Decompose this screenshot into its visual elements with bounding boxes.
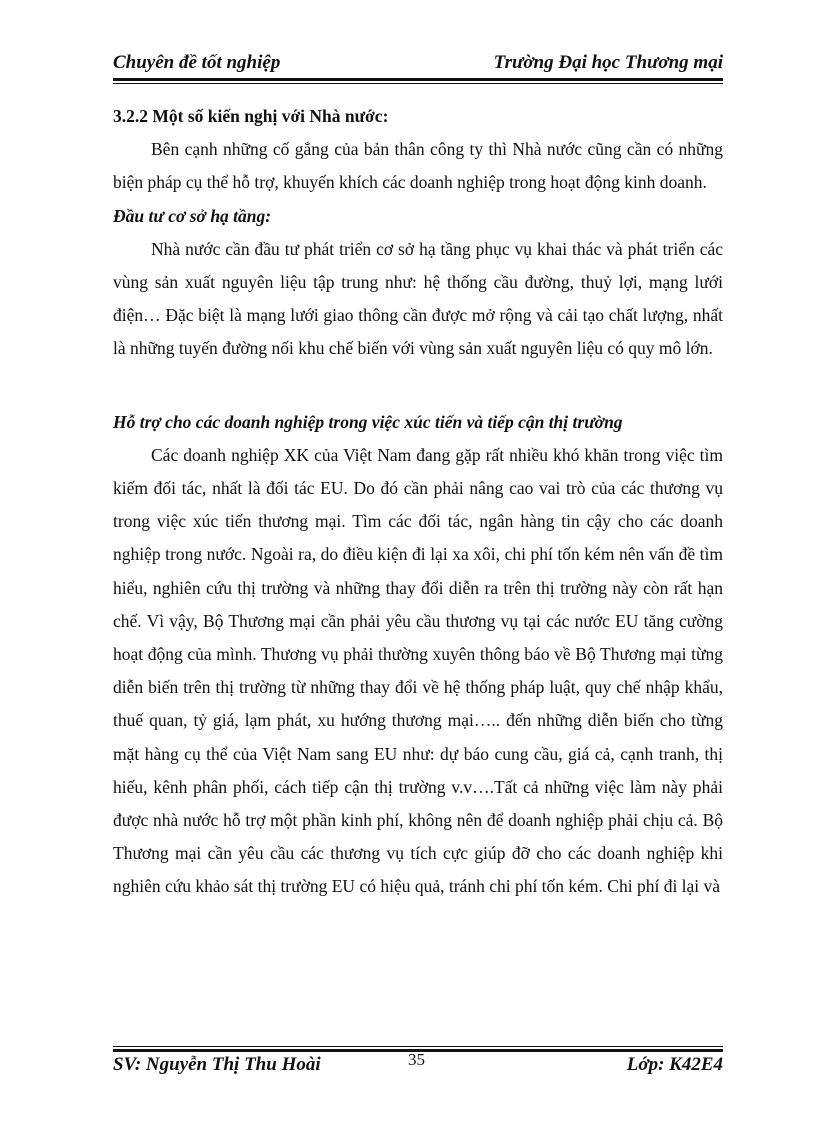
page-body [113, 100, 723, 904]
header-document-type: Chuyên đề tốt nghiệp [113, 52, 281, 73]
intro-paragraph: Bên cạnh những cố gắng của bản thân công ty thì Nhà nước cũng cần có những biện pháp cụ thể hỗ trợ, khuyến khích các doanh nghiệp trong hoạt động kinh doanh. [113, 139, 723, 193]
page-number: 35 [408, 1050, 425, 1069]
section-title: 3.2.2 Một số kiến nghị với Nhà nước: [113, 106, 389, 126]
header-rule-thick [113, 78, 723, 81]
header-university: Trường Đại học Thương mại [493, 52, 723, 73]
page-footer [113, 1050, 723, 1080]
market-support-paragraph: Các doanh nghiệp XK của Việt Nam đang gặp rất nhiều khó khăn trong việc tìm kiếm đối tác, nhất là đối tác EU. Do đó cần phải nâng cao vai trò của các thương vụ trong việc xúc tiến thương mại. Tìm các đối tác, ngân hàng tin cậy cho các doanh nghiệp trong nước. Ngoài ra, do điều kiện đi lại xa xôi, chi phí tốn kém nên vấn đề tìm hiểu, nghiên cứu thị trường và những thay đổi diễn ra trên thị trường này còn rất hạn chế. Vì vậy, Bộ Thương mại cần phải yêu cầu thương vụ tại các nước EU tăng cường hoạt động của mình. Thương vụ phải thường xuyên thông báo về Bộ Thương mại từng diễn biến trên thị trường từ những thay đổi về hệ thống pháp luật, quy chế nhập khẩu, thuế quan, tỷ giá, lạm phát, xu hướng thương mại….. đến những diễn biến cho từng mặt hàng cụ thể của Việt Nam sang EU như: dự báo cung cầu, giá cả, cạnh tranh, thị hiếu, kênh phân phối, cách tiếp cận thị trường v.v….Tất cả những việc làm này phải được nhà nước hỗ trợ một phần kinh phí, không nên để doanh nghiệp phải chịu cả. Bộ Thương mại cần yêu cầu các thương vụ tích cực giúp đỡ cho các doanh nghiệp khi nghiên cứu khảo sát thị trường EU có hiệu quả, tránh chi phí tốn kém. Chi phí đi lại và [113, 444, 723, 897]
header-rule-thin [113, 83, 723, 84]
footer-class: Lớp: K42E4 [626, 1054, 723, 1075]
infrastructure-paragraph: Nhà nước cần đầu tư phát triển cơ sở hạ tầng phục vụ khai thác và phát triển các vùng sản xuất nguyên liệu tập trung như: hệ thống cầu đường, thuỷ lợi, mạng lưới điện… Đặc biệt là mạng lưới giao thông cần được mở rộng và cải tạo chất lượng, nhất là những tuyến đường nối khu chế biến với vùng sản xuất nguyên liệu có quy mô lớn. [113, 238, 723, 359]
paragraph-gap [113, 366, 723, 406]
page-header [113, 52, 723, 76]
footer-student-name: SV: Nguyễn Thị Thu Hoài [113, 1054, 321, 1075]
footer-rule-thin [113, 1046, 723, 1047]
subheading-market-support: Hỗ trợ cho các doanh nghiệp trong việc xúc tiến và tiếp cận thị trường [113, 411, 623, 432]
subheading-infrastructure: Đầu tư cơ sở hạ tầng: [113, 205, 272, 226]
